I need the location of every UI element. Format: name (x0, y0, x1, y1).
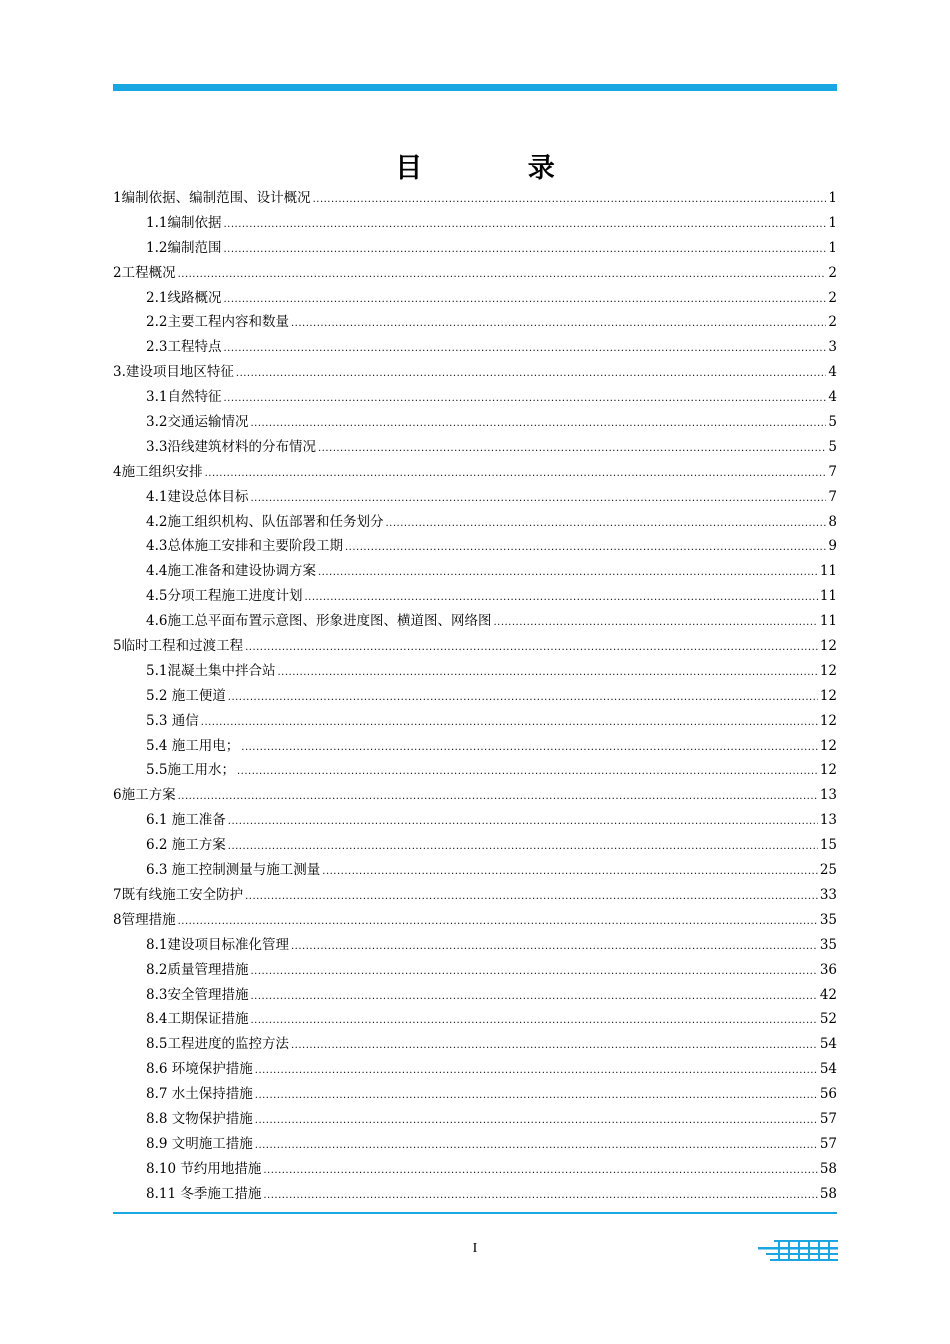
toc-entry-label: 4.2施工组织机构、队伍部署和任务划分 (146, 513, 384, 530)
page-title: 目 录 (395, 153, 603, 184)
toc-dot-leader (318, 559, 818, 584)
toc-dot-leader (245, 634, 818, 659)
toc-entry-page: 5 (828, 438, 837, 455)
toc-entry[interactable] (113, 1082, 837, 1107)
toc-entry-page: 57 (819, 1110, 837, 1127)
toc-entry-label: 4.1建设总体目标 (146, 488, 249, 505)
toc-entry-label: 8.1建设项目标准化管理 (146, 936, 289, 953)
toc-dot-leader (250, 410, 826, 435)
toc-entry-label: 8.7 水土保持措施 (146, 1086, 253, 1103)
toc-dot-leader (228, 833, 818, 858)
toc-entry[interactable] (113, 1132, 837, 1157)
toc-entry[interactable] (113, 858, 837, 883)
toc-entry[interactable] (113, 933, 837, 958)
toc-dot-leader (228, 684, 818, 709)
toc-dot-leader (385, 510, 826, 535)
toc-entry-page: 12 (819, 712, 837, 729)
toc-entry-label: 4施工组织安排 (113, 463, 203, 480)
toc-entry[interactable] (113, 1182, 837, 1207)
toc-dot-leader (223, 236, 826, 261)
toc-entry[interactable] (113, 335, 837, 360)
toc-entry[interactable] (113, 559, 837, 584)
toc-entry-label: 8.5工程进度的监控方法 (146, 1036, 289, 1053)
toc-entry-label: 3.2交通运输情况 (146, 414, 249, 431)
toc-entry-page: 3 (828, 339, 837, 356)
toc-entry-page: 54 (819, 1061, 837, 1078)
toc-entry[interactable] (113, 808, 837, 833)
toc-entry-label: 3.1自然特征 (146, 389, 222, 406)
toc-entry[interactable] (113, 1007, 837, 1032)
toc-entry[interactable] (113, 310, 837, 335)
toc-dot-leader (205, 460, 827, 485)
toc-entry-label: 1编制依据、编制范围、设计概况 (113, 190, 311, 206)
toc-entry[interactable] (113, 211, 837, 236)
toc-dot-leader (178, 783, 818, 808)
toc-entry-label: 6.3 施工控制测量与施工测量 (146, 862, 321, 879)
toc-dot-leader (291, 310, 826, 335)
toc-entry[interactable] (113, 783, 837, 808)
toc-entry-label: 5临时工程和过渡工程 (113, 638, 244, 655)
toc-dot-leader (241, 734, 818, 759)
toc-dot-leader (223, 286, 826, 311)
toc-entry-page: 4 (828, 389, 837, 406)
toc-dot-leader (178, 261, 827, 286)
toc-entry[interactable] (113, 510, 837, 535)
toc-entry[interactable] (113, 186, 837, 211)
toc-entry-label: 5.2 施工便道 (146, 687, 226, 704)
toc-dot-leader (304, 584, 817, 609)
toc-entry[interactable] (113, 534, 837, 559)
toc-entry-page: 2 (828, 314, 837, 331)
toc-entry-page: 8 (828, 513, 837, 530)
toc-entry-label: 8.10 节约用地措施 (146, 1160, 262, 1177)
toc-dot-leader (318, 435, 826, 460)
toc-entry[interactable] (113, 684, 837, 709)
toc-entry-page: 57 (819, 1135, 837, 1152)
toc-entry-label: 2.3工程特点 (146, 339, 222, 356)
toc-entry[interactable] (113, 659, 837, 684)
toc-dot-leader (255, 1082, 818, 1107)
toc-dot-leader (250, 1007, 817, 1032)
toc-entry-label: 7既有线施工安全防护 (113, 886, 244, 903)
toc-dot-leader (250, 958, 817, 983)
toc-entry-label: 8管理措施 (113, 911, 176, 928)
toc-entry-label: 5.3 通信 (146, 712, 199, 729)
toc-entry-page: 1 (828, 239, 837, 256)
header-rule (113, 84, 837, 91)
toc-entry-label: 4.6施工总平面布置示意图、形象进度图、横道图、网络图 (146, 613, 492, 630)
toc-entry-label: 8.11 冬季施工措施 (146, 1185, 262, 1202)
toc-entry-page: 15 (819, 837, 837, 854)
toc-entry-label: 2工程概况 (113, 264, 176, 281)
toc-dot-leader (263, 1182, 817, 1207)
toc-dot-leader (237, 758, 818, 783)
toc-entry-label: 3.建设项目地区特征 (113, 364, 234, 381)
toc-dot-leader (277, 659, 817, 684)
toc-entry-page: 13 (819, 812, 837, 829)
toc-entry-label: 5.4 施工用电； (146, 737, 240, 754)
toc-entry-label: 5.5施工用水； (146, 762, 235, 779)
toc-entry[interactable] (113, 634, 837, 659)
toc-entry-label: 4.5分项工程施工进度计划 (146, 588, 303, 605)
toc-entry-label: 3.3沿线建筑材料的分布情况 (146, 438, 316, 455)
toc-entry[interactable] (113, 609, 837, 634)
toc-entry[interactable] (113, 709, 837, 734)
toc-entry-label: 1.1编制依据 (146, 214, 222, 231)
toc-dot-leader (255, 1107, 818, 1132)
toc-entry-label: 8.6 环境保护措施 (146, 1061, 253, 1078)
toc-dot-leader (178, 908, 818, 933)
toc-entry-page: 56 (819, 1086, 837, 1103)
toc-dot-leader (322, 858, 818, 883)
toc-entry[interactable] (113, 1032, 837, 1057)
toc-entry-page: 12 (819, 737, 837, 754)
toc-dot-leader (236, 360, 827, 385)
toc-entry[interactable] (113, 410, 837, 435)
toc-entry-page: 25 (819, 862, 837, 879)
table-of-contents (113, 186, 837, 1207)
toc-entry-page: 33 (819, 886, 837, 903)
toc-entry[interactable] (113, 1107, 837, 1132)
toc-entry[interactable] (113, 435, 837, 460)
toc-dot-leader (345, 534, 826, 559)
toc-dot-leader (250, 983, 817, 1008)
toc-entry-label: 6.1 施工准备 (146, 812, 226, 829)
toc-entry-label: 8.2质量管理措施 (146, 961, 249, 978)
toc-entry[interactable] (113, 286, 837, 311)
toc-dot-leader (250, 485, 826, 510)
toc-entry-page: 11 (819, 613, 837, 630)
toc-entry-page: 4 (828, 364, 837, 381)
toc-entry-page: 12 (819, 687, 837, 704)
toc-entry-label: 8.9 文明施工措施 (146, 1135, 253, 1152)
toc-dot-leader (245, 883, 818, 908)
toc-entry[interactable] (113, 908, 837, 933)
toc-entry-label: 2.1线路概况 (146, 289, 222, 306)
toc-entry[interactable] (113, 758, 837, 783)
toc-entry[interactable] (113, 584, 837, 609)
toc-entry[interactable] (113, 385, 837, 410)
toc-dot-leader (255, 1132, 818, 1157)
toc-dot-leader (313, 186, 827, 211)
toc-entry-page: 2 (828, 289, 837, 306)
toc-entry-page: 36 (819, 961, 837, 978)
toc-dot-leader (223, 385, 826, 410)
toc-entry-label: 6施工方案 (113, 787, 176, 804)
toc-entry-page: 11 (819, 588, 837, 605)
company-logo-icon (758, 1238, 838, 1264)
toc-entry-page: 2 (828, 264, 837, 281)
toc-entry-label: 1.2编制范围 (146, 239, 222, 256)
toc-dot-leader (228, 808, 818, 833)
toc-entry-page: 42 (819, 986, 837, 1003)
toc-dot-leader (291, 933, 818, 958)
toc-entry-page: 35 (819, 936, 837, 953)
toc-entry-page: 12 (819, 638, 837, 655)
toc-entry[interactable] (113, 360, 837, 385)
toc-entry-page: 9 (828, 538, 837, 555)
toc-entry-page: 1 (828, 214, 837, 231)
toc-entry[interactable] (113, 958, 837, 983)
toc-entry-page: 13 (819, 787, 837, 804)
toc-entry-label: 4.3总体施工安排和主要阶段工期 (146, 538, 343, 555)
toc-entry[interactable] (113, 734, 837, 759)
toc-entry-page: 11 (819, 563, 837, 580)
toc-dot-leader (493, 609, 817, 634)
toc-entry[interactable] (113, 983, 837, 1008)
toc-entry-page: 12 (819, 662, 837, 679)
footer-rule (113, 1212, 837, 1214)
toc-entry[interactable] (113, 833, 837, 858)
toc-dot-leader (263, 1157, 817, 1182)
toc-entry-page: 5 (828, 414, 837, 431)
toc-entry-page: 58 (819, 1160, 837, 1177)
toc-entry[interactable] (113, 236, 837, 261)
toc-entry[interactable] (113, 1057, 837, 1082)
page-number: I (472, 1241, 478, 1256)
toc-dot-leader (223, 211, 826, 236)
toc-entry-label: 6.2 施工方案 (146, 837, 226, 854)
toc-dot-leader (201, 709, 818, 734)
toc-entry-label: 8.8 文物保护措施 (146, 1110, 253, 1127)
toc-entry[interactable] (113, 261, 837, 286)
toc-entry[interactable] (113, 883, 837, 908)
toc-entry-page: 52 (819, 1011, 837, 1028)
toc-entry-page: 7 (828, 463, 837, 480)
toc-entry-label: 8.3安全管理措施 (146, 986, 249, 1003)
toc-dot-leader (291, 1032, 818, 1057)
toc-entry-page: 7 (828, 488, 837, 505)
toc-entry-label: 5.1混凝土集中拌合站 (146, 662, 276, 679)
toc-entry-page: 54 (819, 1036, 837, 1053)
toc-entry-label: 8.4工期保证措施 (146, 1011, 249, 1028)
toc-entry-label: 2.2主要工程内容和数量 (146, 314, 289, 331)
toc-entry[interactable] (113, 1157, 837, 1182)
toc-entry-page: 35 (819, 911, 837, 928)
toc-entry-page: 12 (819, 762, 837, 779)
toc-entry-label: 4.4施工准备和建设协调方案 (146, 563, 316, 580)
toc-entry-page: 1 (828, 190, 837, 206)
toc-dot-leader (255, 1057, 818, 1082)
toc-entry[interactable] (113, 460, 837, 485)
toc-entry[interactable] (113, 485, 837, 510)
toc-dot-leader (223, 335, 826, 360)
toc-entry-page: 58 (819, 1185, 837, 1202)
